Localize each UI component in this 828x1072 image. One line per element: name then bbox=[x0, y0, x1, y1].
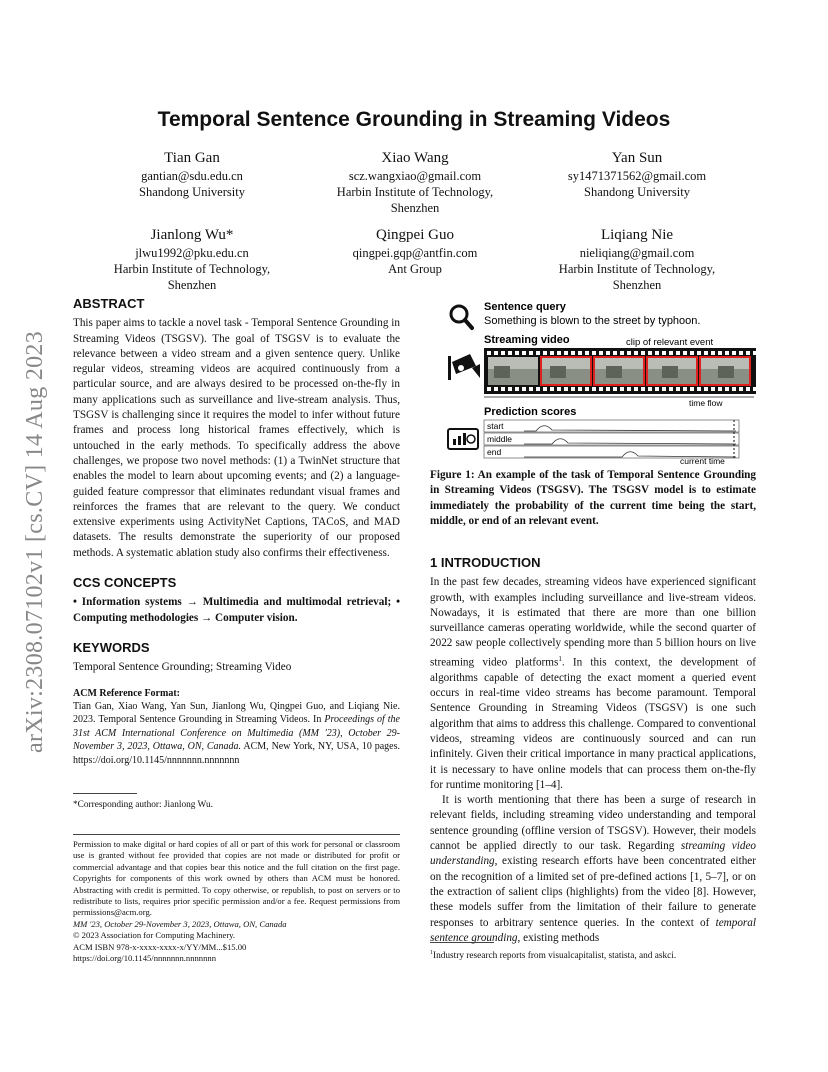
footnote-mark: 1 bbox=[558, 654, 562, 663]
abstract-text: This paper aims to tackle a novel task - Temporal Sentence Grounding in Streaming Videos (TSGSV). The goal of TSGSV is to evaluate the relevance between a video stream and a given sentence query. Unlike regular videos, streaming videos are acquired continuously from a particular source, and are always desired to be processed on-the-fly in many applications such as surveillance and live-stream analysis. Thus, TSGSV is challenging since it requires the model to infer without future frames and process long historical frames effectively, which is untouched in the early methods. To specifically address the above challenges, we propose two novel methods: (1) a TwinNet structure that enables the model to learn about upcoming events; and (2) a language-guided feature compressor that eliminates redundant visual frames and reinforces the frames that are relevant to the query. We conduct extensive experiments using ActivityNet Captions, TACoS, and MAD datasets. The results demonstrate the superiority of our proposed methods. A systematic ablation study also confirms their effectiveness. bbox=[73, 317, 400, 559]
author-affiliation: Ant Group bbox=[388, 262, 442, 276]
author-block bbox=[512, 148, 762, 200]
author-affiliation: Shandong University bbox=[139, 185, 245, 199]
score-row-label: start bbox=[487, 421, 504, 431]
arxiv-sidebar bbox=[22, 283, 52, 753]
author-affiliation: Shenzhen bbox=[612, 278, 662, 292]
sprocket-hole bbox=[669, 351, 673, 355]
author-block bbox=[67, 225, 317, 293]
sprocket-hole bbox=[529, 387, 533, 391]
sprocket-hole bbox=[725, 387, 729, 391]
footnote-rule bbox=[73, 793, 137, 794]
sprocket-hole bbox=[585, 387, 589, 391]
sprocket-hole bbox=[627, 351, 631, 355]
right-column bbox=[430, 555, 756, 946]
author-name: Qingpei Guo bbox=[376, 227, 454, 243]
score-row-label: end bbox=[487, 447, 502, 457]
author-affiliation: Shandong University bbox=[584, 185, 690, 199]
sprocket-hole bbox=[676, 387, 680, 391]
author-email: scz.wangxiao@gmail.com bbox=[348, 169, 482, 183]
sprocket-hole bbox=[613, 351, 617, 355]
sprocket-hole bbox=[571, 387, 575, 391]
sprocket-hole bbox=[753, 351, 757, 355]
author-name: Jianlong Wu* bbox=[150, 227, 234, 243]
camera-icon bbox=[448, 354, 480, 380]
sprocket-hole bbox=[641, 387, 645, 391]
author-email: jlwu1992@pku.edu.cn bbox=[135, 246, 249, 260]
ccs-heading: CCS CONCEPTS bbox=[73, 575, 177, 591]
film-frames bbox=[488, 357, 750, 385]
author-email: sy1471371562@gmail.com bbox=[567, 169, 707, 183]
sprocket-hole bbox=[599, 351, 603, 355]
score-row-label: middle bbox=[487, 434, 513, 444]
acm-ref-text bbox=[73, 700, 400, 768]
permission-rule bbox=[73, 834, 400, 835]
sprocket-hole bbox=[613, 387, 617, 391]
intro-paragraph-2 bbox=[430, 793, 756, 946]
author-name: Yan Sun bbox=[611, 150, 663, 166]
frame-object bbox=[718, 366, 734, 378]
sprocket-hole bbox=[515, 387, 519, 391]
sprocket-hole bbox=[676, 351, 680, 355]
sprocket-hole bbox=[669, 387, 673, 391]
right-footnote-rule bbox=[430, 942, 494, 943]
author-affiliation: Harbin Institute of Technology, bbox=[558, 262, 716, 276]
score-rows bbox=[484, 420, 739, 458]
author-affiliation: Harbin Institute of Technology, bbox=[113, 262, 271, 276]
sprocket-hole bbox=[655, 387, 659, 391]
sprocket-hole bbox=[494, 387, 498, 391]
time-flow-label: time flow bbox=[689, 398, 723, 408]
industry-footnote bbox=[430, 948, 756, 963]
paper-title: Temporal Sentence Grounding in Streaming Videos bbox=[157, 108, 671, 131]
frame-object bbox=[550, 366, 566, 378]
sprocket-hole bbox=[536, 387, 540, 391]
acm-ref-plain: Tian Gan, Xiao Wang, Yan Sun, Jianlong Wu, Qingpei Guo, and Liqiang Nie. 2023. Temporal Sentence Grounding in Streaming Videos. In bbox=[73, 700, 400, 726]
sprocket-hole bbox=[606, 351, 610, 355]
search-icon bbox=[451, 306, 472, 328]
sprocket-hole bbox=[648, 351, 652, 355]
intro-paragraph-1 bbox=[430, 575, 756, 793]
sprocket-hole bbox=[571, 351, 575, 355]
query-text: Something is blown to the street by typhoon. bbox=[484, 315, 701, 327]
sprocket-hole bbox=[529, 351, 533, 355]
sprocket-hole bbox=[697, 387, 701, 391]
sprocket-hole bbox=[725, 351, 729, 355]
footnote-number: 1 bbox=[430, 950, 433, 956]
author-email: gantian@sdu.edu.cn bbox=[141, 169, 243, 183]
frame-object bbox=[494, 366, 510, 378]
sprocket-hole bbox=[634, 387, 638, 391]
sprocket-hole bbox=[585, 351, 589, 355]
sprocket-hole bbox=[739, 387, 743, 391]
keywords-heading: KEYWORDS bbox=[73, 639, 150, 655]
sprocket-hole bbox=[515, 351, 519, 355]
sprocket-hole bbox=[501, 387, 505, 391]
author-block bbox=[67, 148, 317, 200]
intro-p2-text-cont: , existing research efforts have been concentrated either on the recognition of a limited set of pre-defined actions [1, 5–7], or on the extraction of salient clips (highlights) from the video [8]. However, these models suffer from the limitation of their failure to generate responses to arbitrary sentence queries. In the context of bbox=[430, 855, 756, 929]
sprocket-hole bbox=[578, 387, 582, 391]
author-block bbox=[512, 225, 762, 293]
sprocket-hole bbox=[690, 387, 694, 391]
author-affiliation: Harbin Institute of Technology, bbox=[336, 185, 494, 199]
author-affiliation: Shenzhen bbox=[167, 278, 217, 292]
sprocket-hole bbox=[508, 387, 512, 391]
sprocket-hole bbox=[627, 387, 631, 391]
author-name: Liqiang Nie bbox=[600, 227, 674, 243]
author-email: qingpei.gqp@antfin.com bbox=[352, 246, 478, 260]
author-name: Xiao Wang bbox=[381, 150, 449, 166]
sprocket-hole bbox=[711, 387, 715, 391]
abstract-heading: ABSTRACT bbox=[73, 296, 145, 311]
permission-copyright: © 2023 Association for Computing Machinery. bbox=[73, 930, 236, 941]
sprocket-hole bbox=[592, 387, 596, 391]
sprocket-hole bbox=[648, 387, 652, 391]
arxiv-id: arXiv:2308.07102v1 [cs.CV] 14 Aug 2023 bbox=[22, 330, 48, 753]
sprocket-hole bbox=[683, 387, 687, 391]
monitor-chart-icon bbox=[448, 429, 478, 449]
sprocket-hole bbox=[718, 387, 722, 391]
intro-p2-text-end: , existing methods bbox=[517, 931, 600, 944]
intro-p2-text: It is worth mentioning that there has been a surge of research in relevant fields, including streaming video understanding and temporal sentence grounding (offline version of TSGSV). However, their models cannot be applied directly to our task. Regarding bbox=[430, 794, 756, 853]
sprocket-hole bbox=[501, 351, 505, 355]
permission-text: Permission to make digital or hard copies of all or part of this work for personal or classroom use is granted without fee provided that copies are not made or distributed for profit or commercial advantage and that copies bear this notice and the full citation on the first page. Copyrights for components of this work owned by others than ACM must be honored. Abstracting with credit is permitted. To copy otherwise, or republish, to post on servers or to redistribute to lists, requires prior specific permission and/or a fee. Request permissions from permissions@acm.org. bbox=[73, 839, 400, 918]
sprocket-hole bbox=[487, 387, 491, 391]
sprocket-hole bbox=[634, 351, 638, 355]
sprocket-hole bbox=[543, 351, 547, 355]
sprocket-hole bbox=[704, 351, 708, 355]
sprocket-hole bbox=[739, 351, 743, 355]
intro-p1-text-cont: . In this context, the development of algorithms capable of detecting the exact moment a queried event occurs in real-time video streams has become paramount. Temporal Sentence Grounding in Streaming Videos (TSGSV) is one such algorithm that aims to address this challenge. Compared to conventional videos, streaming videos are continuously sourced and can run infinitely. Given their critical importance in many practical applications, it is necessary to have online models that can process them on-the-fly for runtime monitoring [1–4]. bbox=[430, 656, 756, 791]
sprocket-hole bbox=[557, 387, 561, 391]
score-curve bbox=[524, 439, 736, 444]
sprocket-hole bbox=[704, 387, 708, 391]
intro-p2-emph-1: streaming video understanding bbox=[430, 840, 756, 868]
sprocket-hole bbox=[711, 351, 715, 355]
author-affiliation: Shenzhen bbox=[390, 201, 440, 215]
intro-p2-emph-2: temporal sentence grounding bbox=[430, 916, 756, 944]
sprocket-hole bbox=[697, 351, 701, 355]
frame-object bbox=[606, 366, 622, 378]
current-time-label: current time bbox=[680, 456, 725, 466]
sprocket-hole bbox=[543, 387, 547, 391]
author-block bbox=[290, 225, 540, 277]
sprocket-hole bbox=[746, 351, 750, 355]
permission-block bbox=[73, 839, 400, 964]
sprocket-hole bbox=[732, 387, 736, 391]
sprocket-hole bbox=[641, 351, 645, 355]
sprocket-hole bbox=[683, 351, 687, 355]
frame-object bbox=[662, 366, 678, 378]
sprocket-hole bbox=[494, 351, 498, 355]
sprocket-hole bbox=[508, 351, 512, 355]
acm-ref-italic: Proceedings of the 31st ACM International Conference on Multimedia (MM '23), October 29-November 3, 2023, Ottawa, ON, Canada. bbox=[73, 714, 400, 753]
sprocket-hole bbox=[557, 351, 561, 355]
sprocket-hole bbox=[599, 387, 603, 391]
sprocket-hole bbox=[522, 387, 526, 391]
figure-caption: Figure 1: An example of the task of Temporal Sentence Grounding in Streaming Videos (TSGSV). The TSGSV model is to estimate immediately the probability of the current time being the start, middle, or end of an relevant event. bbox=[430, 469, 756, 527]
left-column bbox=[73, 296, 400, 768]
sprocket-hole bbox=[690, 351, 694, 355]
sprocket-hole bbox=[564, 351, 568, 355]
video-label: Streaming video bbox=[484, 334, 570, 346]
author-block bbox=[290, 148, 540, 216]
ccs-text: • Information systems → Multimedia and multimodal retrieval; • Computing methodologies → Computer vision. bbox=[73, 596, 400, 624]
sprocket-hole bbox=[550, 387, 554, 391]
intro-p1-text: In the past few decades, streaming videos have experienced significant growth, with examples including surveillance and live-stream videos. Nowadays, it is estimated that there are more than one billion surveillance cameras operating worldwide, while the second quarter of 2022 saw people collectively spending more than 5 billion hours on live streaming video platforms bbox=[430, 576, 756, 669]
figure-1 bbox=[444, 296, 759, 466]
sprocket-hole bbox=[732, 351, 736, 355]
sprocket-hole bbox=[578, 351, 582, 355]
author-name: Tian Gan bbox=[164, 150, 220, 166]
keywords-text: Temporal Sentence Grounding; Streaming Video bbox=[73, 661, 292, 674]
score-curve bbox=[524, 426, 736, 431]
author-email: nieliqiang@gmail.com bbox=[579, 246, 695, 260]
figure-1-graphic bbox=[444, 296, 759, 466]
sprocket-hole bbox=[606, 387, 610, 391]
sprocket-hole bbox=[620, 351, 624, 355]
sprocket-hole bbox=[522, 351, 526, 355]
footnote-text: Industry research reports from visualcapitalist, statista, and askci. bbox=[433, 951, 677, 962]
query-label: Sentence query bbox=[484, 301, 566, 313]
sprocket-hole bbox=[662, 351, 666, 355]
sprocket-hole bbox=[564, 387, 568, 391]
corresponding-footnote: *Corresponding author: Jianlong Wu. bbox=[73, 800, 213, 810]
clip-label: clip of relevant event bbox=[626, 337, 714, 348]
sprocket-hole bbox=[592, 351, 596, 355]
scores-label: Prediction scores bbox=[484, 406, 577, 418]
sprocket-hole bbox=[655, 351, 659, 355]
intro-heading: 1 INTRODUCTION bbox=[430, 555, 541, 570]
sprocket-hole bbox=[662, 387, 666, 391]
sprocket-hole bbox=[620, 387, 624, 391]
sprocket-hole bbox=[718, 351, 722, 355]
sprocket-hole bbox=[487, 351, 491, 355]
sprocket-hole bbox=[753, 387, 757, 391]
sprocket-hole bbox=[746, 387, 750, 391]
permission-isbn: ACM ISBN 978-x-xxxx-xxxx-x/YY/MM...$15.00 bbox=[73, 941, 247, 952]
acm-ref-tail: ACM, New York, NY, USA, 10 pages. https://doi.org/10.1145/nnnnnnn.nnnnnnn bbox=[73, 741, 400, 766]
sprocket-hole bbox=[550, 351, 554, 355]
permission-doi: https://doi.org/10.1145/nnnnnnn.nnnnnnn bbox=[73, 953, 216, 964]
permission-venue: MM '23, October 29-November 3, 2023, Ottawa, ON, Canada bbox=[73, 918, 287, 929]
sprocket-hole bbox=[536, 351, 540, 355]
acm-ref-heading: ACM Reference Format: bbox=[73, 687, 180, 699]
